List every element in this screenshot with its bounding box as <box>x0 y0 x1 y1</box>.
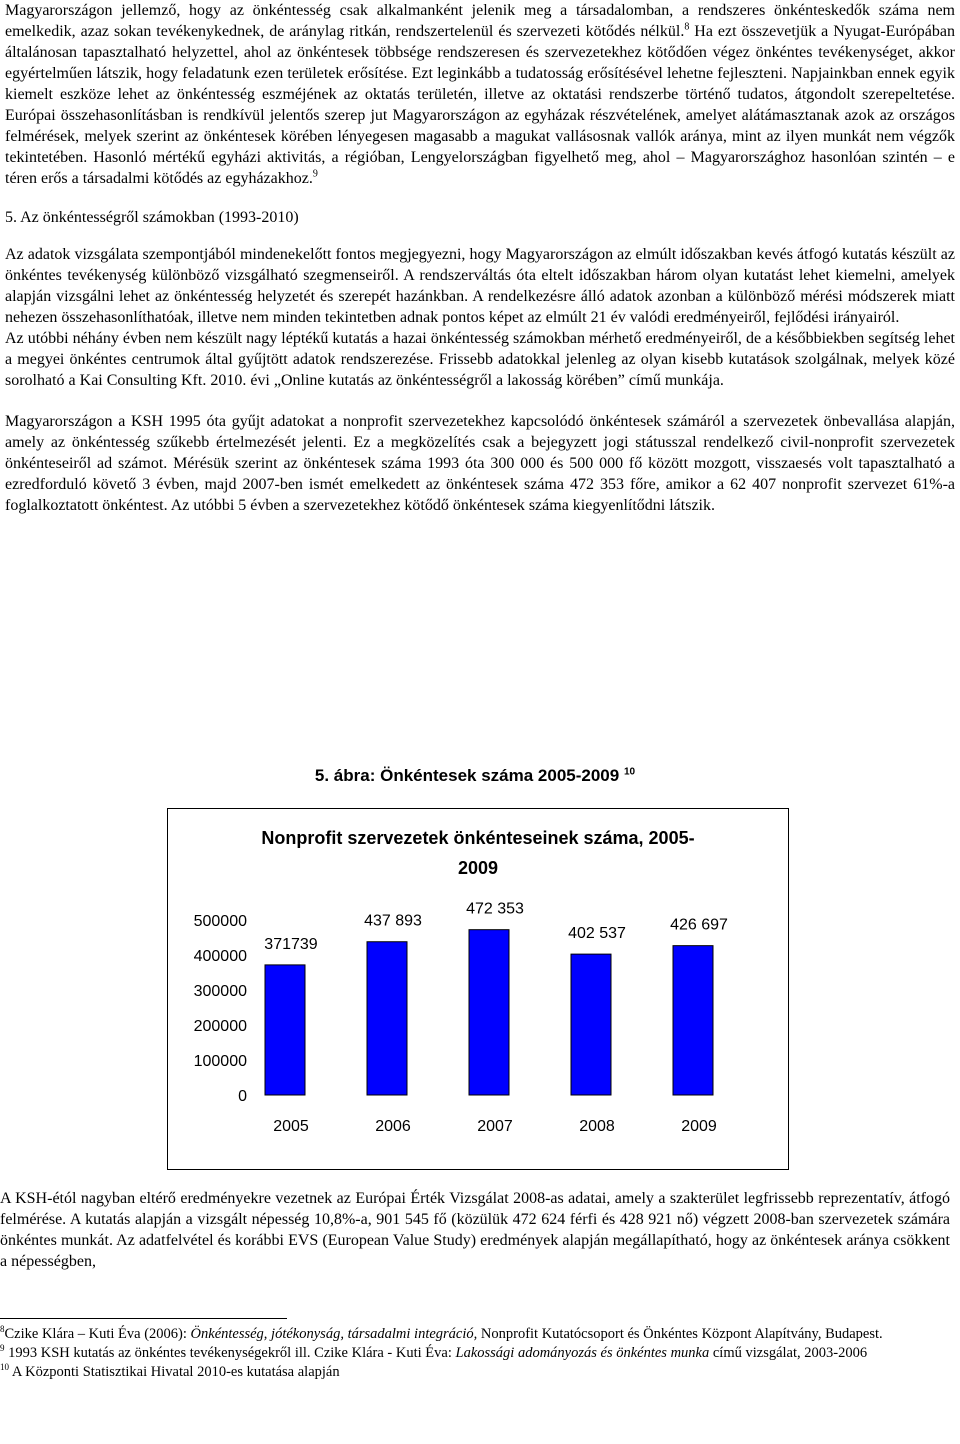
data-label-2007: 472 353 <box>466 900 524 918</box>
figure-caption-text: 5. ábra: Önkéntesek száma 2005-2009 <box>314 766 620 785</box>
data-label-2005: 371739 <box>264 935 318 953</box>
bar-2008 <box>571 954 611 1095</box>
document-page <box>5 0 955 516</box>
chart-title-line1: Nonprofit szervezetek önkénteseinek száma, 2005- <box>261 828 695 848</box>
footnote-8-number: 8 <box>0 1324 5 1335</box>
y-tick-label: 100000 <box>193 1053 247 1070</box>
footnote-9 <box>0 1344 950 1363</box>
footnote-divider <box>0 1318 287 1319</box>
x-tick-label-2009: 2009 <box>681 1118 717 1135</box>
paragraph-intro <box>5 0 955 189</box>
paragraph-ksh-data: Magyarországon a KSH 1995 óta gyűjt adatokat a nonprofit szervezetekhez kapcsolódó önkéntesek számáról a szervezetek önbevallása alapján, amely az önkéntesség szűkebb értelmezését jelenti. Ez a megközelítés csak a bejegyzett jogi státusszal rendelkező civil-nonprofit szervezetek önkénteseiről ad számot. Mérésük szerint az önkéntesek száma 1993 óta 300 000 és 500 000 fő között mozgott, visszaesés volt tapasztalható a ezredforduló követő 3 évben, majd 2007-ben ismét emelkedett az önkéntesek száma 472 353 főre, amikor a 62 407 nonprofit szervezet 61%-a foglalkoztatott önkéntest. Az utóbbi 5 évben a szervezetekhez kötődő önkéntesek száma kiegyenlítődni látszik. <box>5 413 955 514</box>
footnote-8-publisher: Nonprofit Kutatócsoport és Önkéntes Központ Alapítvány, Budapest. <box>477 1326 883 1342</box>
after-chart-section <box>0 1188 950 1272</box>
footnote-9-text-a: 1993 KSH kutatás az önkéntes tevékenységekről ill. Czike Klára - Kuti Éva: <box>4 1345 456 1361</box>
paragraph-intro-text-a: Magyarországon jellemző, hogy az önkéntesség csak alkalmanként jelenik meg a társadalomban, a rendszeres önkénteskedők száma nem emelkedik, azaz sokan tevékenykednek, de aránylag ritkán, rendszertelenül és szervezeti kötődés nélkül. <box>5 2 955 40</box>
footnotes <box>0 1318 950 1382</box>
x-tick-label-2008: 2008 <box>579 1118 615 1135</box>
bar-2006 <box>367 942 407 1095</box>
bar-2009 <box>673 946 713 1095</box>
figure-caption <box>0 766 950 786</box>
footnote-ref-10[interactable]: 10 <box>623 766 636 778</box>
y-tick-label: 500000 <box>193 913 247 930</box>
y-tick-label: 300000 <box>193 983 247 1000</box>
bar-2007 <box>469 930 509 1095</box>
footnote-10-text: A Központi Statisztikai Hivatal 2010-es kutatása alapján <box>9 1364 340 1380</box>
section-heading: 5. Az önkéntességről számokban (1993-2010) <box>5 209 299 226</box>
footnote-8-authors: Czike Klára – Kuti Éva (2006): <box>4 1326 191 1342</box>
data-label-2008: 402 537 <box>568 925 626 943</box>
data-label-2009: 426 697 <box>670 916 728 934</box>
chart-title-line2: 2009 <box>457 858 499 878</box>
chart-plot <box>168 809 788 1169</box>
x-tick-label-2007: 2007 <box>477 1118 513 1135</box>
footnote-10 <box>0 1363 950 1382</box>
paragraph-intro-text-b: Ha ezt összevetjük a Nyugat-Európában általánosan tapasztalható helyzettel, ahol az önkéntesek többsége rendszeresen és szervezetekhez kötődően végez önkéntes tevékenységet, akkor egyértelműen látszik, hogy feladatunk ezen területek erősítése. Ezt leginkább a tudatosság erősítésével lehetne fejleszteni. Napjainkban ennek egyik kiemelt eszköze lehet az önkéntesség eszméjének az oktatás területén, illetve az oktatási rendszerbe történő tudatos, átgondolt szerepeltetése. Európai összehasonlításban is rendkívül jelentős szerep jut Magyarországon az egyházak részvételének, amelyet alátámasztanak azok az országos felmérések, melyek szerint az önkéntesek körében lényegesen magasabb a magukat vallásosnak vallók aránya, mint az ilyen munkát nem végzők tekintetében. Hasonló mértékű egyházi aktivitás, a régióban, Lengyelországban figyelhető meg, ahol – Magyarországhoz hasonlóan szintén – e téren erős a társadalmi kötődés az egyházakhoz. <box>5 23 955 187</box>
paragraph-recent-research: Az utóbbi néhány évben nem készült nagy léptékű kutatás a hazai önkéntesség számokban mérhető eredményeiről, de a későbbiekben segítség lehet a megyei önkéntes centrumok által gyűjtött adatok rendszerezése. Frissebb adatokkal jelenleg az olyan kisebb kutatások szolgálnak, melyek közé sorolható a Kai Consulting Kft. 2010. évi „Online kutatás az önkéntességről a lakosság körében” című munkája. <box>5 330 955 389</box>
x-tick-label-2006: 2006 <box>375 1118 411 1135</box>
footnote-9-text-b: című vizsgálat, 2003-2006 <box>709 1345 868 1361</box>
y-tick-label: 200000 <box>193 1018 247 1035</box>
y-tick-label: 0 <box>238 1088 247 1105</box>
paragraph-evs: A KSH-étól nagyban eltérő eredményekre vezetnek az Európai Érték Vizsgálat 2008-as adatai, amely a szakterület legfrissebb reprezentatív, átfogó felmérése. A kutatás alapján a vizsgált népesség 10,8%-a, 901 545 fő (közülük 472 624 férfi és 428 921 nő) végzett 2008-ban szervezetek számára önkéntes munkát. Az adatfelvétel és korábbi EVS (European Value Study) eredmények alapján megállapítható, hogy az önkéntesek aránya csökkent a népességben, <box>0 1190 950 1270</box>
footnote-9-title: Lakossági adományozás és önkéntes munka <box>455 1345 710 1361</box>
footnote-10-number: 10 <box>0 1362 9 1373</box>
bar-chart <box>167 808 789 1170</box>
footnote-ref-8[interactable]: 8 <box>684 21 690 33</box>
y-tick-label: 400000 <box>193 948 247 965</box>
footnote-8-title: Önkéntesség, jótékonyság, társadalmi integráció, <box>190 1326 478 1342</box>
data-label-2006: 437 893 <box>364 912 422 930</box>
paragraph-data-overview: Az adatok vizsgálata szempontjából mindenekelőtt fontos megjegyezni, hogy Magyarországon az elmúlt időszakban kevés átfogó kutatás készült az önkéntes tevékenység különböző vizsgálható szegmenseiről. A rendszerváltás óta eltelt időszakban három olyan kutatást lehet kiemelni, amelyek alapján vizsgálni lehet az önkéntesség helyzetét és szerepét hazánkban. A rendelkezésre álló adatok azonban a különböző mérési módszerek miatt nehezen összehasonlíthatóak, illetve nem minden tekintetben adnak pontos képet az elmúlt 21 év valódi eredményeiről, fejlődési irányairól. <box>5 246 955 326</box>
footnote-ref-9[interactable]: 9 <box>312 168 318 180</box>
footnote-9-number: 9 <box>0 1343 5 1354</box>
x-tick-label-2005: 2005 <box>273 1118 309 1135</box>
bar-2005 <box>265 965 305 1095</box>
footnote-8 <box>0 1325 950 1344</box>
